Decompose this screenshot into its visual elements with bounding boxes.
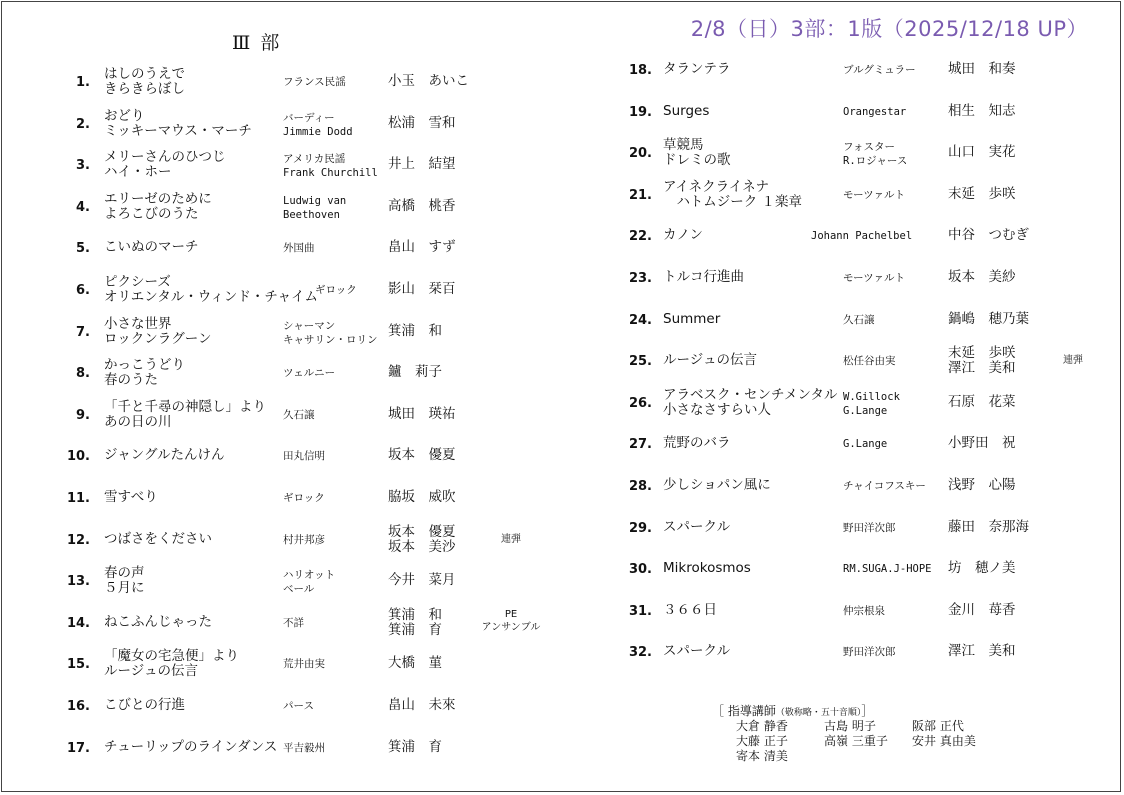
composer: ブルグミュラー — [843, 64, 916, 76]
piece-title: スパークル — [663, 643, 731, 660]
teachers-heading-close: ］ — [861, 704, 874, 718]
program-number: 9. — [76, 407, 90, 423]
program-number: 11. — [66, 491, 90, 506]
performer: 相生 知志 — [948, 102, 1016, 119]
piece-title: おどり ミッキーマウス・マーチ — [104, 107, 252, 139]
performance-note: PE アンサンブル — [481, 608, 541, 633]
composer: Johann Pachelbel — [811, 230, 913, 243]
piece-title: メリーさんのひつじ ハイ・ホー — [104, 149, 226, 181]
program-row — [56, 354, 576, 394]
program-row — [56, 479, 576, 519]
program-number: 25. — [628, 354, 652, 370]
program-number: 13. — [66, 574, 90, 590]
composer: ギロック — [315, 284, 357, 296]
composer: G.Lange — [843, 438, 888, 451]
program-number: 21. — [628, 187, 652, 203]
program-row — [618, 467, 1108, 507]
composer: ギロック — [283, 492, 325, 504]
composer: フォスター R.ロジャース — [843, 141, 908, 168]
program-number: 28. — [628, 479, 652, 494]
piece-title: 荒野のバラ — [663, 435, 731, 452]
piece-title: Surges — [663, 102, 710, 119]
performer: 末延 歩咲 澤江 美和 — [948, 345, 1016, 377]
performer: 山口 実花 — [948, 144, 1016, 161]
performer: 箕浦 和 — [388, 322, 442, 339]
program-row — [56, 229, 576, 269]
composer: バーディー Jimmie Dodd — [283, 111, 353, 138]
performer: 井上 結望 — [388, 156, 456, 173]
performer: 箕浦 育 — [388, 738, 442, 755]
piece-title: アラベスク・センチメンタル 小さなさすらい人 — [663, 386, 838, 418]
program-number: 24. — [628, 312, 652, 328]
performer: 中谷 つむぎ — [948, 227, 1029, 244]
piece-title: ジャングルたんけん — [104, 447, 225, 464]
composer: シャーマン キャサリン・ロリン — [283, 319, 378, 346]
program-row — [618, 176, 1108, 216]
teachers-block — [712, 704, 976, 763]
performer: 坂本 優夏 坂本 美沙 — [388, 523, 456, 555]
piece-title: Mikrokosmos — [663, 560, 751, 577]
teacher-name: 大藤 正子 — [736, 734, 788, 748]
composer: 久石譲 — [283, 408, 315, 421]
program-number: 23. — [628, 271, 652, 286]
program-number: 32. — [628, 645, 652, 661]
program-row — [56, 396, 576, 436]
composer: 野田洋次郎 — [843, 521, 896, 534]
program-number: 3. — [76, 158, 90, 174]
performer: 小野田 祝 — [948, 435, 1016, 452]
piece-title: こいぬのマーチ — [104, 239, 199, 256]
composer: Orangestar — [843, 105, 907, 118]
performer: 小玉 あいこ — [388, 73, 469, 89]
teacher-name: 安井 真由美 — [912, 734, 976, 748]
piece-title: スパークル — [663, 518, 731, 535]
performer: 澤江 美和 — [948, 643, 1016, 660]
program-row — [56, 562, 576, 602]
composer: ハリオット ベール — [283, 569, 336, 596]
piece-title: 雪すべり — [104, 489, 158, 505]
performer: 浅野 心陽 — [948, 477, 1016, 493]
composer: 外国曲 — [283, 242, 315, 255]
composer: 野田洋次郎 — [843, 646, 896, 659]
program-row — [56, 604, 576, 644]
composer: 村井邦彦 — [283, 533, 325, 546]
performer: 鍋嶋 穂乃葉 — [948, 310, 1029, 327]
program-row — [618, 134, 1108, 174]
program-row — [618, 51, 1108, 91]
program-number: 1. — [76, 75, 90, 90]
program-row — [56, 437, 576, 477]
composer: 平吉毅州 — [283, 741, 325, 754]
program-number: 5. — [76, 241, 90, 257]
program-number: 22. — [628, 229, 652, 245]
composer: チャイコフスキー — [843, 480, 926, 492]
program-row — [56, 63, 576, 103]
piece-title: ルージュの伝言 — [663, 352, 757, 369]
piece-title: 小さな世界 ロックンラグーン — [104, 315, 212, 347]
program-row — [618, 217, 1108, 257]
program-row — [618, 259, 1108, 299]
program-row — [618, 301, 1108, 341]
teacher-name: 大倉 静香 — [736, 719, 788, 733]
program-row — [618, 384, 1108, 424]
teachers-heading-note: （敬称略・五十音順） — [775, 708, 862, 718]
piece-title: 「千と千尋の神隠し」より あの日の川 — [104, 398, 266, 430]
program-number: 12. — [66, 532, 90, 548]
program-number: 20. — [628, 146, 652, 162]
piece-title: 草競馬 ドレミの歌 — [663, 137, 731, 169]
program-number: 8. — [76, 366, 90, 382]
piece-title: ピクシーズ オリエンタル・ウィンド・チャイム — [104, 274, 318, 305]
program-row — [56, 146, 576, 186]
program-number: 19. — [628, 104, 652, 120]
composer: アメリカ民謡 Frank Churchill — [283, 153, 378, 180]
program-number: 14. — [66, 615, 90, 631]
program-row — [618, 93, 1108, 133]
program-row — [618, 592, 1108, 632]
composer: モーツァルト — [843, 188, 906, 201]
performer: 坊 穂ノ美 — [948, 560, 1016, 577]
program-number: 29. — [628, 520, 652, 536]
performance-note: 連弾 — [501, 533, 521, 545]
program-number: 2. — [76, 116, 90, 132]
piece-title: ３６６日 — [663, 601, 717, 618]
composer: Ludwig van Beethoven — [283, 194, 347, 221]
composer: ツェルニー — [283, 367, 336, 380]
piece-title: ねこふんじゃった — [104, 613, 212, 630]
piece-title: カノン — [663, 227, 703, 244]
performer: 石原 花菜 — [948, 393, 1016, 410]
program-number: 31. — [628, 603, 652, 619]
program-row — [56, 729, 576, 769]
program-number: 27. — [628, 437, 652, 453]
program-row — [56, 521, 576, 561]
program-row — [56, 105, 576, 145]
performer: 鑪 莉子 — [388, 364, 442, 381]
program-row — [618, 342, 1108, 382]
performer: 坂本 美紗 — [948, 269, 1016, 285]
program-row — [56, 271, 576, 311]
composer: フランス民謡 — [283, 76, 346, 88]
section-title: Ⅲ 部 — [232, 32, 282, 54]
program-number: 17. — [66, 740, 90, 756]
performer: 坂本 優夏 — [388, 447, 456, 464]
piece-title: こびとの行進 — [104, 697, 185, 713]
piece-title: つばさをください — [104, 530, 212, 547]
program-row — [618, 425, 1108, 465]
performer: 城田 瑛祐 — [388, 405, 456, 422]
composer: 松任谷由実 — [843, 355, 896, 368]
piece-title: Summer — [663, 310, 721, 327]
program-number: 26. — [628, 395, 652, 411]
teacher-name: 高嶺 三重子 — [824, 734, 888, 748]
piece-title: チューリップのラインダンス — [104, 738, 278, 755]
program-number: 7. — [76, 324, 90, 340]
program-number: 30. — [628, 562, 652, 578]
program-number: 4. — [76, 199, 90, 215]
composer: RM.SUGA.J-HOPE — [843, 563, 932, 576]
program-row — [618, 550, 1108, 590]
performer: 金川 苺香 — [948, 601, 1016, 618]
performer: 城田 和奏 — [948, 61, 1016, 77]
composer: パース — [283, 700, 314, 712]
program-number: 16. — [66, 699, 90, 714]
composer: 久石譲 — [843, 313, 875, 326]
program-row — [618, 633, 1108, 673]
program-row — [56, 313, 576, 353]
teacher-name: 古島 明子 — [824, 719, 876, 733]
piece-title: アイネクライネナ ハトムジーク １楽章 — [663, 178, 803, 210]
composer: W.Gillock G.Lange — [843, 390, 900, 417]
performer: 畠山 すず — [388, 239, 456, 256]
performer: 松浦 雪和 — [388, 114, 456, 131]
program-row — [56, 188, 576, 228]
composer: モーツァルト — [843, 272, 906, 284]
piece-title: 少しショパン風に — [663, 477, 771, 493]
program-row — [56, 645, 576, 685]
piece-title: かっこうどり 春のうた — [104, 357, 185, 389]
piece-title: 「魔女の宅急便」より ルージュの伝言 — [104, 648, 239, 680]
teacher-name: 阪部 正代 — [912, 719, 964, 733]
piece-title: 春の声 ５月に — [104, 565, 145, 597]
program-row — [56, 687, 576, 727]
performance-note: 連弾 — [1063, 355, 1083, 367]
program-number: 10. — [66, 449, 90, 465]
piece-title: タランテラ — [663, 61, 731, 77]
program-number: 15. — [66, 657, 90, 673]
performer: 畠山 未來 — [388, 697, 456, 713]
performer: 影山 栞百 — [388, 281, 456, 297]
performer: 今井 菜月 — [388, 572, 456, 589]
performer: 大橋 菫 — [388, 655, 442, 672]
performer: 箕浦 和 箕浦 育 — [388, 606, 442, 638]
program-number: 18. — [628, 63, 652, 78]
teacher-name: 寄本 清美 — [736, 749, 788, 763]
performer: 脇坂 威吹 — [388, 489, 456, 505]
piece-title: トルコ行進曲 — [663, 269, 744, 285]
performer: 末延 歩咲 — [948, 185, 1016, 202]
piece-title: はしのうえで きらきらぼし — [104, 66, 185, 97]
composer: 仲宗根泉 — [843, 604, 885, 617]
piece-title: エリーゼのために よろこびのうた — [104, 190, 212, 222]
performer: 高橋 桃香 — [388, 197, 456, 214]
program-row — [618, 509, 1108, 549]
teachers-names — [736, 719, 1036, 769]
composer: 田丸信明 — [283, 450, 325, 463]
composer: 不詳 — [283, 616, 304, 629]
teachers-heading-label: ［ 指導講師 — [712, 704, 776, 718]
program-number: 6. — [76, 283, 90, 298]
version-info: 2/8（日）3部：1版（2025/12/18 UP） — [690, 17, 1088, 41]
composer: 荒井由実 — [283, 658, 325, 671]
performer: 藤田 奈那海 — [948, 518, 1029, 535]
